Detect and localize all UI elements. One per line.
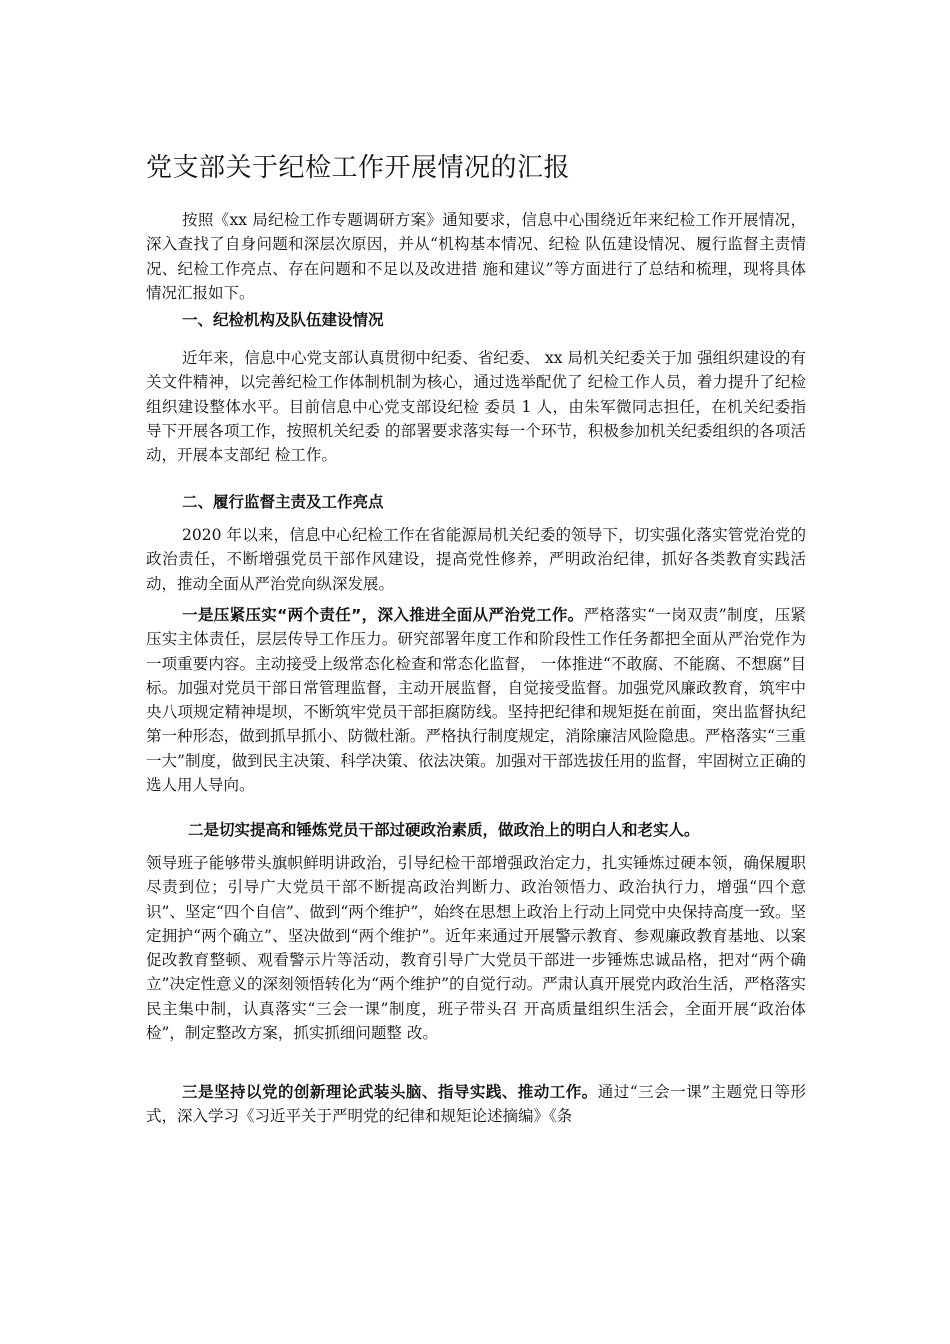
intro-paragraph: 按照《xx 局纪检工作专题调研方案》通知要求，信息中心围绕近年来纪检工作开展情况，深入查找了自身问题和深层次原因，并从“机构基本情况、纪检 队伍建设情况、履行监督主责情况、纪检工作亮点、存在问题和不足以及改进措 施和建议”等方面进行了总结和梳理，现将具体情况汇报如下。 <box>146 211 806 302</box>
point-1-body: 严格落实“一岗双责”制度，压紧压实主体责任，层层传导工作压力。研究部署年度工作和阶段性工作任务都把全面从严治党作为一项重要内容。主动接受上级常态化检查和常态化监督， 一体推进“不敢腐、不能腐、不想腐”目标。加强对党员干部日常管理监督，主动开展监督，自觉接受监督。加强党风廉政教育，筑牢中央八项规定精神堤坝，不断筑牢党员干部拒腐防线。坚持把纪律和规矩挺在前面，突出监督执纪第一种形态，做到抓早抓小、防微杜渐。严格执行制度规定，消除廉洁风险隐患。严格落实“三重一大”制度，做到民主决策、科学决策、依法决策。加强对干部选拔任用的监督，牢固树立正确的选人用人导向。 <box>146 606 806 795</box>
section-1-paragraph: 近年来，信息中心党支部认真贯彻中纪委、省纪委、 xx 局机关纪委关于加 强组织建设的有关文件精神，以完善纪检工作体制机制为核心，通过选举配优了 纪检工作人员，着力提升了纪检组织建设整体水平。目前信息中心党支部设纪检 委员 1 人，由朱军微同志担任，在机关纪委指导下开展各项工作，按照机关纪委 的部署要求落实每一个环节，积极参加机关纪委组织的各项活动，开展本支部纪 检工作。 <box>146 349 806 465</box>
document-title: 党支部关于纪检工作开展情况的汇报 <box>146 153 571 183</box>
point-3-body: 通过“三会一课”主题党日等形式，深入学习《习近平关于严明党的纪律和规矩论述摘编》《条 <box>146 1083 806 1126</box>
section-2-paragraph: 2020 年以来，信息中心纪检工作在省能源局机关纪委的领导下，切实强化落实管党治党的政治责任，不断增强党员干部作风建设，提高党性修养，严明政治纪律，抓好各类教育实践活动，推动全面从严治党向纵深发展。 <box>146 526 806 593</box>
point-1-paragraph <box>146 603 806 797</box>
section-heading-2: 二、履行监督主责及工作亮点 <box>182 493 384 511</box>
point-1-lead: 一是压紧压实“两个责任”，深入推进全面从严治党工作。 <box>182 606 584 624</box>
point-2-lead: 二是切实提高和锤炼党员干部过硬政治素质，做政治上的明白人和老实人。 <box>188 821 700 839</box>
point-3-paragraph <box>146 1080 806 1129</box>
point-2-paragraph: 领导班子能够带头旗帜鲜明讲政治，引导纪检干部增强政治定力，扎实锤炼过硬本领，确保履职尽责到位；引导广大党员干部不断提高政治判断力、政治领悟力、政治执行力，增强“四个意识”、坚定“四个自信”、做到“两个维护”，始终在思想上政治上行动上同党中央保持高度一致。坚定拥护“两个确立”、坚决做到“两个维护”。近年来通过开展警示教育、参观廉政教育基地、以案促改教育整顿、观看警示片等活动，教育引导广大党员干部进一步锤炼忠诚品格，把对“两个确立”决定性意义的深刻领悟转化为“两个维护”的自觉行动。严肃认真开展党内政治生活，严格落实民主集中制，认真落实“三会一课”制度，班子带头召 开高质量组织生活会，全面开展“政治体检”，制定整改方案，抓实抓细问题整 改。 <box>146 854 806 1043</box>
section-heading-1: 一、纪检机构及队伍建设情况 <box>182 311 384 329</box>
point-3-lead: 三是坚持以党的创新理论武装头脑、指导实践、推动工作。 <box>182 1083 598 1101</box>
